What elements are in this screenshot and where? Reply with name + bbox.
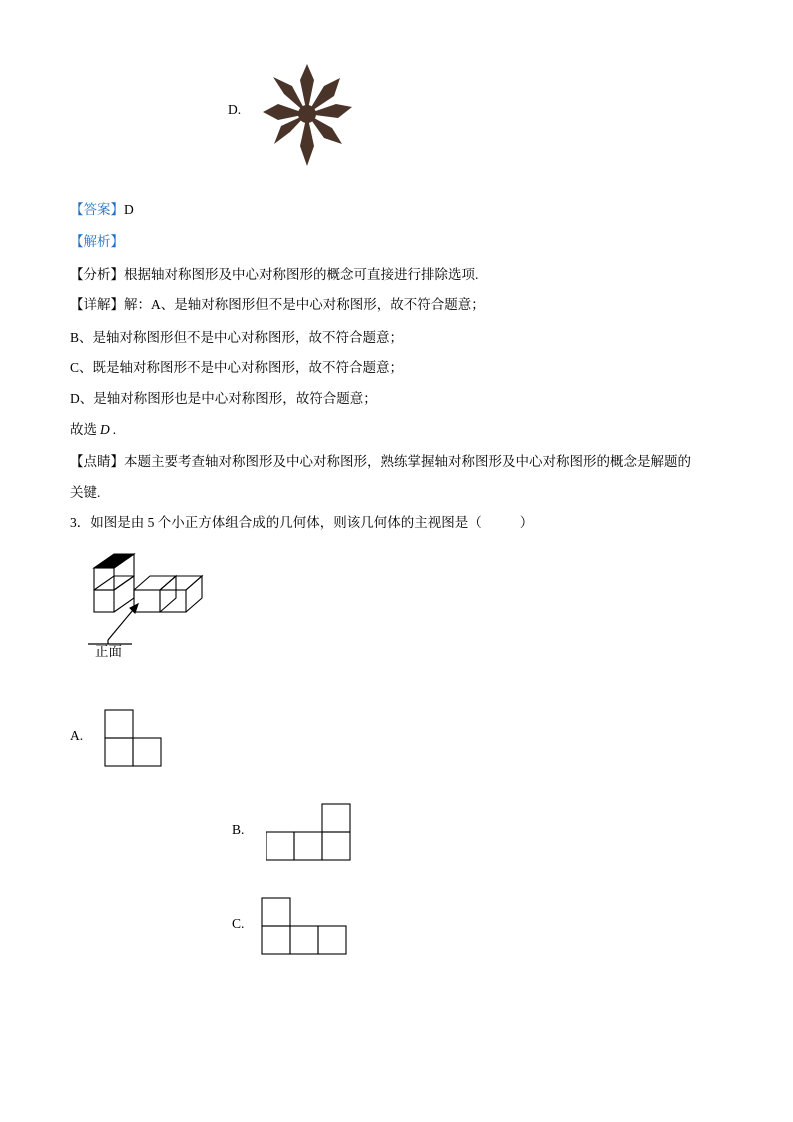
conclusion-answer: D [100, 422, 110, 437]
analysis-paragraph-3: B、是轴对称图形但不是中心对称图形，故不符合题意； [70, 330, 404, 345]
analysis-paragraph-1: 【分析】根据轴对称图形及中心对称图形的概念可直接进行排除选项. [70, 267, 479, 282]
option-b-label: B. [232, 822, 245, 837]
analysis-paragraph-2: 【详解】解：A、是轴对称图形但不是中心对称图形，故不符合题意； [70, 297, 485, 312]
analysis-paragraph-5: D、是轴对称图形也是中心对称图形，故符合题意； [70, 391, 377, 406]
option-a-grid-icon [101, 706, 171, 776]
option-c-label: C. [232, 916, 245, 931]
question-3-number: 3． [70, 515, 91, 530]
front-label: 正面 [95, 644, 122, 659]
question-3-text-end: ） [519, 515, 534, 530]
conclusion-prefix: 故选 [70, 422, 97, 437]
option-b-grid-icon [266, 800, 366, 870]
question-3-line [70, 513, 533, 533]
answer-line [70, 200, 134, 220]
analysis-paragraph-7: 【点睛】本题主要考查轴对称图形及中心对称图形，熟练掌握轴对称图形及中心对称图形的概念是解题的 [70, 454, 691, 469]
option-a-label: A. [70, 728, 84, 743]
option-d-top [228, 62, 388, 172]
question-3-text: 如图是由 5 个小正方体组合成的几何体，则该几何体的主视图是（ [90, 515, 482, 530]
option-d-label: D. [228, 102, 242, 117]
answer-value: D [124, 202, 134, 217]
analysis-paragraph-8: 关键. [70, 485, 101, 500]
eight-petal-flower-icon [262, 62, 352, 167]
option-c-grid-icon [258, 894, 358, 964]
conclusion-period: . [112, 422, 117, 437]
analysis-conclusion [70, 420, 116, 440]
answer-tag: 【答案】 [70, 202, 124, 217]
analysis-tag: 【解析】 [70, 234, 124, 249]
analysis-paragraph-4: C、既是轴对称图形不是中心对称图形，故不符合题意； [70, 360, 404, 375]
